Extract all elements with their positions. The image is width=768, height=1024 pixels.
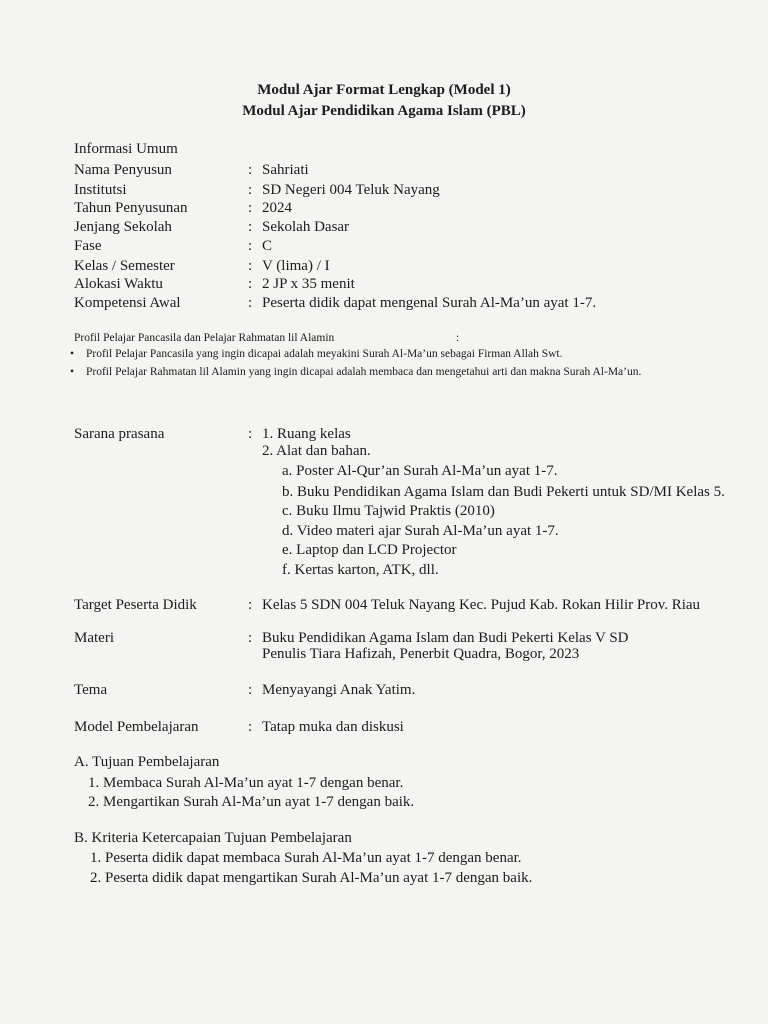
info-value: Sekolah Dasar bbox=[262, 219, 350, 235]
info-label: Institutsi bbox=[74, 182, 127, 198]
info-colon: : bbox=[248, 162, 253, 178]
profil-heading-colon: : bbox=[456, 332, 460, 344]
info-label: Fase bbox=[74, 238, 102, 254]
model-value: Tatap muka dan diskusi bbox=[262, 719, 404, 735]
target-colon: : bbox=[248, 597, 253, 613]
sarana-sub-item: c. Buku Ilmu Tajwid Praktis (2010) bbox=[282, 503, 495, 519]
info-colon: : bbox=[248, 219, 253, 235]
document-page: Modul Ajar Format Lengkap (Model 1) Modul Ajar Pendidikan Agama Islam (PBL) Informasi Umum Nama Penyusun : Sahriati Institutsi : SD Negeri 004 Teluk Nayang Tahun Penyusunan : 2024 Jenjang Sekolah : Sekolah Dasar Fase : C Kelas / Semester : V (lima) / I Alokasi Waktu : 2 JP x 35 menit Kompetensi Awal : Peserta didik dapat mengenal Surah Al-Ma’un ayat 1-7. Profil Pelajar Pancasila dan Pelajar Rahmatan lil Alamin : • Profil Pelajar Pancasila yang ingin dicapai adalah meyakini Surah Al-Ma’un sebagai Firman Allah Swt. • Profil Pelajar Rahmatan lil Alamin yang ingin dicapai adalah membaca dan mengetahui arti dan makna Surah Al-Ma’un. Sarana prasana : 1. Ruang kelas 2. Alat dan bahan. a. Poster Al-Qur’an Surah Al-Ma’un ayat 1-7. b. Buku Pendidikan Agama Islam dan Budi Pekerti untuk SD/MI Kelas 5. c. Buku Ilmu Tajwid Praktis (2010) d. Video materi ajar Surah Al-Ma’un ayat 1-7. e. Laptop dan LCD Projector f. Kertas karton, ATK, dll. Target Peserta Didik : Kelas 5 SDN 004 Teluk Nayang Kec. Pujud Kab. Rokan Hilir Prov. Riau Materi : Buku Pendidikan Agama Islam dan Budi Pekerti Kelas V SD Penulis Tiara Hafizah, Penerbit Quadra, Bogor, 2023 Tema : Menyayangi Anak Yatim. Model Pembelajaran : Tatap muka dan diskusi A. Tujuan Pembelajaran 1. Membaca Surah Al-Ma’un ayat 1-7 dengan benar. 2. Mengartikan Surah Al-Ma’un ayat 1-7 dengan baik. B. Kriteria Ketercapaian Tujuan Pembelajaran 1. Peserta didik dapat membaca Surah Al-Ma’un ayat 1-7 dengan benar. 2. Peserta didik dapat mengartikan Surah Al-Ma’un ayat 1-7 dengan baik. bbox=[0, 0, 768, 1024]
info-label: Tahun Penyusunan bbox=[74, 200, 188, 216]
sarana-label: Sarana prasana bbox=[74, 426, 165, 442]
info-label: Jenjang Sekolah bbox=[74, 219, 172, 235]
profil-bullet-item: • Profil Pelajar Pancasila yang ingin dicapai adalah meyakini Surah Al-Ma’un sebagai Firman Allah Swt. bbox=[70, 348, 563, 360]
info-value: C bbox=[262, 238, 273, 254]
kriteria-item: 2. Peserta didik dapat mengartikan Surah Al-Ma’un ayat 1-7 dengan baik. bbox=[90, 870, 533, 886]
info-label: Kompetensi Awal bbox=[74, 295, 181, 311]
model-colon: : bbox=[248, 719, 253, 735]
document-title-2: Modul Ajar Pendidikan Agama Islam (PBL) bbox=[242, 103, 526, 119]
info-value: Sahriati bbox=[262, 162, 309, 178]
kriteria-item: 1. Peserta didik dapat membaca Surah Al-Ma’un ayat 1-7 dengan benar. bbox=[90, 850, 522, 866]
model-label: Model Pembelajaran bbox=[74, 719, 199, 735]
info-label: Alokasi Waktu bbox=[74, 276, 163, 292]
info-colon: : bbox=[248, 238, 253, 254]
sarana-sub-item: e. Laptop dan LCD Projector bbox=[282, 542, 457, 558]
materi-colon: : bbox=[248, 630, 253, 646]
info-value: SD Negeri 004 Teluk Nayang bbox=[262, 182, 440, 198]
profil-heading: Profil Pelajar Pancasila dan Pelajar Rahmatan lil Alamin bbox=[74, 332, 335, 344]
sarana-sub-item: b. Buku Pendidikan Agama Islam dan Budi Pekerti untuk SD/MI Kelas 5. bbox=[282, 484, 725, 500]
info-colon: : bbox=[248, 295, 253, 311]
sarana-colon: : bbox=[248, 426, 253, 442]
materi-value-line-1: Buku Pendidikan Agama Islam dan Budi Pekerti Kelas V SD bbox=[262, 630, 629, 646]
tujuan-item: 2. Mengartikan Surah Al-Ma’un ayat 1-7 dengan baik. bbox=[88, 794, 415, 810]
kriteria-heading: B. Kriteria Ketercapaian Tujuan Pembelajaran bbox=[74, 830, 352, 846]
bullet-icon: • bbox=[70, 348, 75, 360]
materi-value-line-2: Penulis Tiara Hafizah, Penerbit Quadra, Bogor, 2023 bbox=[262, 646, 580, 662]
sarana-sub-item: f. Kertas karton, ATK, dll. bbox=[282, 562, 439, 578]
info-value: 2024 bbox=[262, 200, 292, 216]
info-colon: : bbox=[248, 182, 253, 198]
tema-colon: : bbox=[248, 682, 253, 698]
info-value: V (lima) / I bbox=[262, 258, 330, 274]
info-label: Kelas / Semester bbox=[74, 258, 175, 274]
sarana-sub-item: a. Poster Al-Qur’an Surah Al-Ma’un ayat 1-7. bbox=[282, 463, 558, 479]
info-value: 2 JP x 35 menit bbox=[262, 276, 355, 292]
target-label: Target Peserta Didik bbox=[74, 597, 197, 613]
info-colon: : bbox=[248, 258, 253, 274]
info-value: Peserta didik dapat mengenal Surah Al-Ma’un ayat 1-7. bbox=[262, 295, 597, 311]
bullet-icon: • bbox=[70, 366, 75, 378]
sarana-item-1: 1. Ruang kelas bbox=[262, 426, 351, 442]
target-value: Kelas 5 SDN 004 Teluk Nayang Kec. Pujud Kab. Rokan Hilir Prov. Riau bbox=[262, 597, 701, 613]
tujuan-item: 1. Membaca Surah Al-Ma’un ayat 1-7 dengan benar. bbox=[88, 775, 404, 791]
profil-bullet-item: • Profil Pelajar Rahmatan lil Alamin yang ingin dicapai adalah membaca dan mengetahui arti dan makna Surah Al-Ma’un. bbox=[70, 366, 642, 378]
info-colon: : bbox=[248, 276, 253, 292]
document-title-1: Modul Ajar Format Lengkap (Model 1) bbox=[257, 82, 511, 98]
info-colon: : bbox=[248, 200, 253, 216]
tema-value: Menyayangi Anak Yatim. bbox=[262, 682, 416, 698]
sarana-item-2: 2. Alat dan bahan. bbox=[262, 443, 371, 459]
sarana-sub-item: d. Video materi ajar Surah Al-Ma’un ayat 1-7. bbox=[282, 523, 559, 539]
tema-label: Tema bbox=[74, 682, 108, 698]
materi-label: Materi bbox=[74, 630, 114, 646]
tujuan-heading: A. Tujuan Pembelajaran bbox=[74, 754, 220, 770]
info-label: Nama Penyusun bbox=[74, 162, 172, 178]
